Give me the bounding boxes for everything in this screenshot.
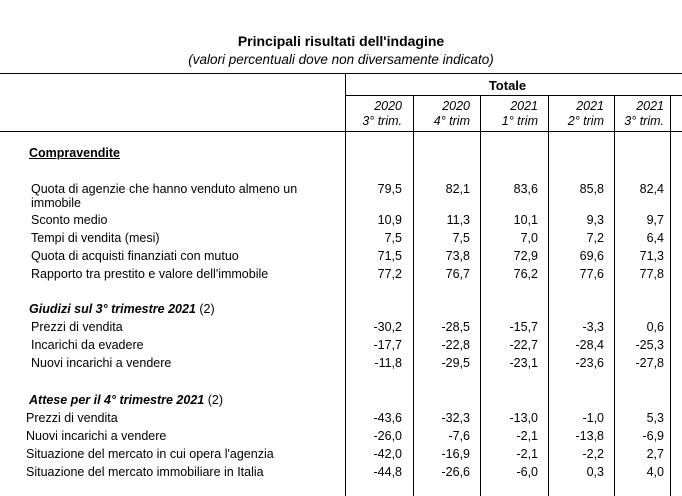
row-label: Nuovi incarichi a vendere [31,356,172,370]
table-cell: -25,3 [635,338,664,352]
table-cell: -30,2 [373,320,402,334]
table-cell: 83,6 [513,182,538,196]
table-cell: -7,6 [448,429,470,443]
table-cell: -2,1 [516,447,538,461]
column-divider [345,73,346,496]
table-cell: -28,5 [441,320,470,334]
table-cell: -2,1 [516,429,538,443]
column-year: 2020 [442,99,470,113]
table-cell: 7,2 [586,231,604,245]
table-cell: 76,7 [445,267,470,281]
row-label: Prezzi di vendita [26,411,118,425]
row-label: Prezzi di vendita [31,320,123,334]
column-header [346,99,402,129]
column-year: 2021 [576,99,604,113]
row-label: Sconto medio [31,213,108,227]
table-cell: 73,8 [445,249,470,263]
table-cell: 10,9 [377,213,402,227]
row-label: Situazione del mercato in cui opera l'agenzia [26,447,274,461]
table-cell: 9,3 [586,213,604,227]
table-cell: -42,0 [373,447,402,461]
table-cell: -26,0 [373,429,402,443]
column-year: 2020 [374,99,402,113]
table-cell: 69,6 [579,249,604,263]
table-cell: -6,0 [516,465,538,479]
table-cell: 7,5 [384,231,402,245]
table-cell: 85,8 [579,182,604,196]
table-cell: -3,3 [582,320,604,334]
section-heading [29,302,215,316]
table-cell: 76,2 [513,267,538,281]
column-period: 4° trim [433,114,470,128]
table-cell: 72,9 [513,249,538,263]
column-period: 1° trim [501,114,538,128]
section-heading-text: Attese per il 4° trimestre 2021 [29,393,205,407]
table-cell: -43,6 [373,411,402,425]
section-heading-text: Giudizi sul 3° trimestre 2021 [29,302,196,316]
table-cell: 7,5 [452,231,470,245]
table-cell: -22,8 [441,338,470,352]
table-cell: 82,4 [639,182,664,196]
row-label: Nuovi incarichi a vendere [26,429,167,443]
row-label: Incarichi da evadere [31,338,144,352]
table-cell: 0,3 [586,465,604,479]
table-subtitle: (valori percentuali dove non diversamente indicato) [188,52,494,67]
table-cell: 7,0 [520,231,538,245]
table-cell: -13,8 [575,429,604,443]
table-cell: 10,1 [513,213,538,227]
table-cell: -23,6 [575,356,604,370]
table-cell: -13,0 [509,411,538,425]
table-cell: -27,8 [635,356,664,370]
section-heading: Compravendite [29,146,120,160]
section-heading [29,393,223,407]
table-cell: 71,3 [639,249,664,263]
column-header [548,99,604,129]
table-cell: 4,0 [646,465,664,479]
table-cell: 5,3 [646,411,664,425]
column-divider [413,95,414,496]
table-title: Principali risultati dell'indagine [237,33,445,49]
column-divider [548,95,549,496]
top-rule [0,73,682,74]
table-cell: -29,5 [441,356,470,370]
column-divider [480,95,481,496]
table-cell: -22,7 [509,338,538,352]
column-header [608,99,664,129]
table-cell: -26,6 [441,465,470,479]
table-cell: 77,6 [579,267,604,281]
table-cell: 2,7 [646,447,664,461]
column-year: 2021 [510,99,538,113]
table-cell: 6,4 [646,231,664,245]
column-divider [670,95,671,496]
section-note: (2) [195,302,215,316]
columns-rule [0,131,682,132]
table-cell: 77,8 [639,267,664,281]
table-cell: 71,5 [377,249,402,263]
row-label: Rapporto tra prestito e valore dell'immobile [31,267,269,281]
table-cell: -32,3 [441,411,470,425]
table-cell: 79,5 [377,182,402,196]
table-cell: -11,8 [374,356,402,370]
table-cell: -28,4 [575,338,604,352]
table-cell: 9,7 [646,213,664,227]
column-year: 2021 [636,99,664,113]
row-label: Situazione del mercato immobiliare in Italia [26,465,264,479]
table-cell: -1,0 [582,411,604,425]
header-rule [345,95,682,96]
table-cell: -44,8 [373,465,402,479]
column-period: 3° trim. [624,114,664,128]
table-cell: -23,1 [509,356,538,370]
column-period: 3° trim. [362,114,402,128]
section-note: (2) [204,393,223,407]
column-header [482,99,538,129]
table-cell: -16,9 [441,447,470,461]
table-cell: -2,2 [582,447,604,461]
table-cell: -6,9 [642,429,664,443]
table-cell: 0,6 [646,320,664,334]
group-header: Totale [488,78,527,93]
table-cell: -15,7 [509,320,538,334]
table-cell: 77,2 [377,267,402,281]
column-period: 2° trim [567,114,604,128]
row-label: Tempi di vendita (mesi) [31,231,160,245]
row-label: Quota di acquisti finanziati con mutuo [31,249,239,263]
table-cell: 82,1 [445,182,470,196]
table-cell: 11,3 [446,213,470,227]
column-header [414,99,470,129]
row-label: Quota di agenzie che hanno venduto almeno un immobile [31,182,298,210]
table-cell: -17,7 [373,338,402,352]
